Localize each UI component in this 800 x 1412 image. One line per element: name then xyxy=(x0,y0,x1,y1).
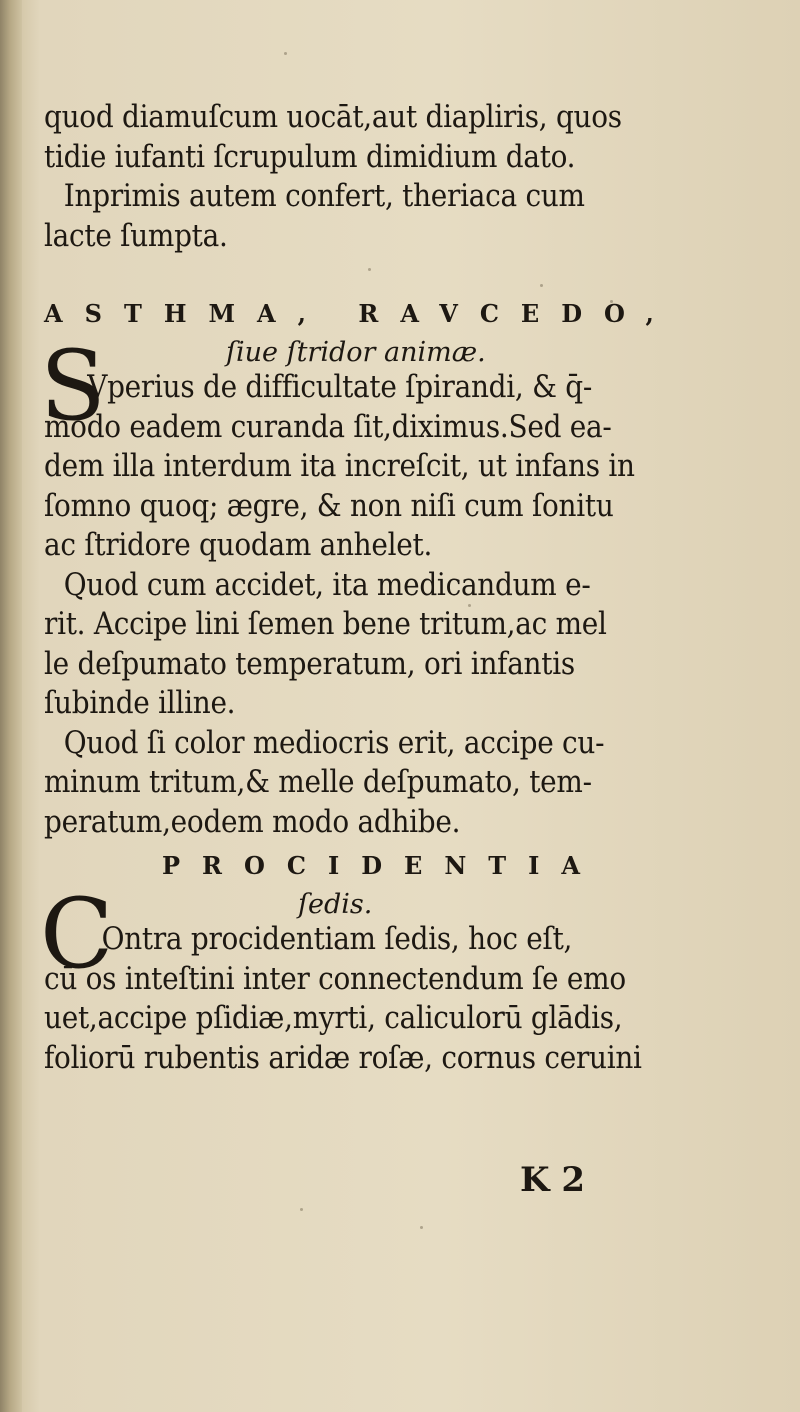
text-line: dem illa interdum ita increſcit, ut infans in xyxy=(44,448,635,484)
section-body-procidentia xyxy=(40,878,684,1078)
signature-mark: K 2 xyxy=(520,1160,586,1200)
binding-gutter xyxy=(0,0,22,1412)
text-line: tidie iufanti ſcrupulum dimidium dato. xyxy=(44,138,576,175)
text-line: uet,accipe pſidiæ,myrti, caliculorū glādis, xyxy=(44,1000,623,1036)
text-line: cū os inteſtini inter connectendum ſe emo xyxy=(44,960,626,997)
text-line: Quod cum accidet, ita medicandum e- xyxy=(63,566,591,603)
text-line: lacte ſumpta. xyxy=(44,217,228,254)
section-heading-procidentia: PROCIDENTIA xyxy=(162,851,602,880)
text-line: foliorū rubentis aridæ roſæ, cornus ceruini xyxy=(44,1039,642,1076)
text-line: ac ſtridore quodam anhelet. xyxy=(44,527,433,563)
section-heading-asthma: ASTHMA, RAVCEDO, xyxy=(44,299,676,328)
drop-cap-s: S xyxy=(40,330,106,442)
text-line: Inprimis autem confert, theriaca cum xyxy=(63,178,585,214)
text-line: rit. Accipe lini ſemen bene tritum,ac mel xyxy=(44,606,607,642)
text-line: ſubinde illine. xyxy=(44,685,236,721)
text-line: quod diamuſcum uocāt,aut diapliris, quos xyxy=(44,99,622,135)
drop-cap-c: C xyxy=(40,878,114,990)
text-line: Ontra procidentiam ſedis, hoc eſt, xyxy=(101,921,573,957)
text-line: modo eadem curanda ſit,diximus.Sed ea- xyxy=(44,408,612,445)
text-line: le deſpumato temperatum, ori infantis xyxy=(44,645,575,682)
text-line: Vperius de difficultate ſpirandi, & q̄- xyxy=(87,369,592,405)
text-line: minum tritum,& melle deſpumato, tem- xyxy=(44,764,592,800)
text-line: Quod ſi color mediocris erit, accipe cu- xyxy=(63,724,605,761)
text-line: peratum,eodem modo adhibe. xyxy=(44,803,461,840)
text-block xyxy=(40,98,684,1078)
section-subheading: ſiue ſtridor animæ. xyxy=(226,337,486,368)
section-subheading: ſedis. xyxy=(298,889,373,920)
text-line: ſomno quoq; ægre, & non niſi cum ſonitu xyxy=(44,487,614,524)
